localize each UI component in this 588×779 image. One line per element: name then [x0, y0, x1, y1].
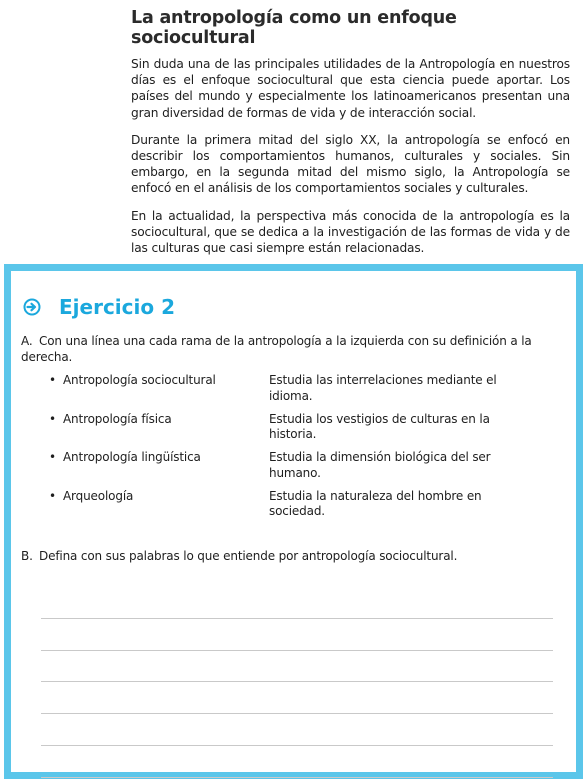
question-b-text: Defina con sus palabras lo que entiende por antropología sociocultural.: [39, 549, 458, 563]
branch-label[interactable]: Antropología sociocultural: [63, 373, 216, 387]
answer-line[interactable]: [41, 714, 553, 746]
exercise-header: [23, 295, 175, 319]
answer-lines: [41, 587, 553, 778]
question-a-letter: A.: [21, 334, 33, 348]
bullet: •: [49, 373, 56, 387]
matching-row: [49, 412, 529, 451]
answer-line[interactable]: [41, 746, 553, 778]
definition-label[interactable]: Estudia los vestigios de culturas en la historia.: [269, 411, 490, 441]
bullet: •: [49, 488, 56, 503]
definition-label[interactable]: Estudia la naturaleza del hombre en sociedad.: [269, 488, 482, 518]
exercise-title: Ejercicio 2: [59, 295, 175, 319]
branch-label[interactable]: Antropología física: [63, 411, 172, 426]
question-b-letter: B.: [21, 549, 33, 563]
question-a: [21, 333, 576, 365]
article-paragraph-2: Durante la primera mitad del siglo XX, la antropología se enfocó en describir los comportamientos humanos, culturales y sociales. Sin embargo, en la segunda mitad del mismo siglo, la Antropología se enfocó en el análisis de los comportamientos sociales y culturales.: [131, 132, 570, 196]
matching-row: [49, 489, 529, 528]
matching-list: [49, 373, 529, 527]
arrow-right-icon: [23, 298, 41, 316]
bullet: •: [49, 450, 56, 464]
definition-label[interactable]: Estudia las interrelaciones mediante el idioma.: [269, 373, 497, 403]
branch-label[interactable]: Antropología lingüística: [63, 450, 201, 464]
question-b: [21, 548, 457, 564]
bullet: •: [49, 411, 56, 426]
matching-row: [49, 450, 529, 489]
article: [131, 8, 570, 267]
article-paragraph-1: Sin duda una de las principales utilidades de la Antropología en nuestros días es el enfoque sociocultural que esta ciencia puede aportar. Los países del mundo y especialmente los latinoamericanos presentan una gran diversidad de formas de vida y de interacción social.: [131, 57, 570, 120]
branch-label[interactable]: Arqueología: [63, 488, 134, 503]
definition-label[interactable]: Estudia la dimensión biológica del ser humano.: [269, 450, 491, 480]
matching-row: [49, 373, 529, 412]
answer-line[interactable]: [41, 587, 553, 619]
exercise-box: [4, 264, 583, 779]
answer-line[interactable]: [41, 651, 553, 683]
answer-line[interactable]: [41, 682, 553, 714]
answer-line[interactable]: [41, 619, 553, 651]
question-a-text: Con una línea una cada rama de la antropología a la izquierda con su definición a la derecha.: [21, 334, 532, 364]
article-paragraph-3: En la actualidad, la perspectiva más conocida de la antropología es la sociocultural, que se dedica a la investigación de las formas de vida y de las culturas que casi siempre están relacionadas.: [131, 208, 570, 256]
article-title: La antropología como un enfoque sociocultural: [131, 8, 457, 48]
